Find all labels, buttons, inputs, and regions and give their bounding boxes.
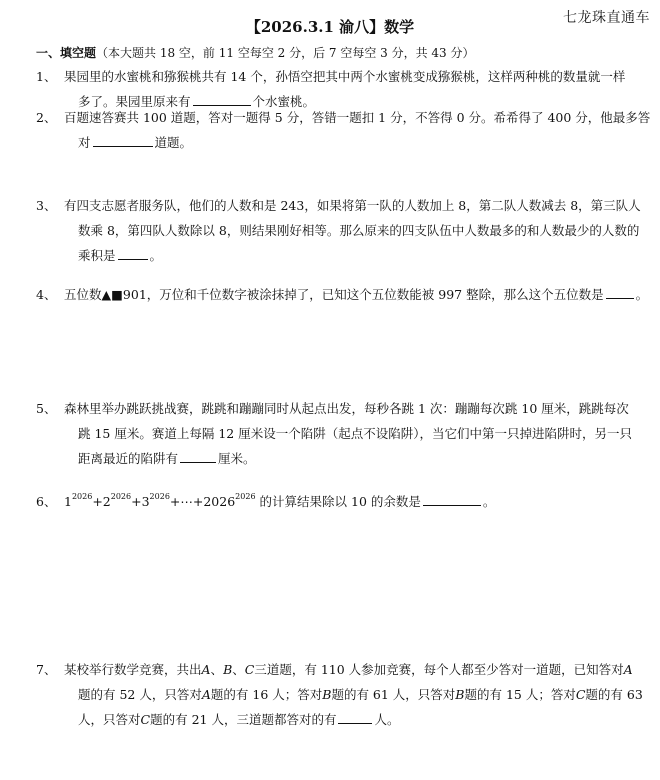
- variable-b: B: [322, 687, 332, 702]
- question-text: 对: [78, 135, 91, 150]
- question-text: 题的有 21 人，三道题都答对的有: [150, 712, 337, 727]
- question-text: 。: [482, 494, 496, 509]
- section-header: [36, 44, 475, 61]
- variable-b: B: [223, 662, 233, 677]
- question-text: 个水蜜桃。: [252, 94, 316, 109]
- question-text: 的计算结果除以 10 的余数是: [259, 494, 421, 509]
- section-note: （本大题共 18 空，前 11 空每空 2 分，后 7 空每空 3 分，共 43 分）: [96, 46, 475, 60]
- exponent: 2026: [110, 492, 132, 501]
- exponent: 2026: [71, 492, 93, 501]
- question-text: 道题。: [154, 135, 193, 150]
- question-number: 1、: [36, 69, 57, 84]
- answer-blank[interactable]: [93, 132, 153, 147]
- variable-a: A: [623, 662, 633, 677]
- variable-c: C: [575, 687, 586, 702]
- question-text: 题的有 52 人，只答对: [78, 687, 202, 702]
- question-7: [36, 657, 643, 732]
- question-text: 某校举行数学竞赛，共出: [64, 662, 202, 677]
- question-text: 题的有 16 人；答对: [210, 687, 323, 702]
- answer-blank[interactable]: [180, 448, 216, 463]
- answer-blank[interactable]: [338, 709, 372, 724]
- variable-c: C: [140, 712, 151, 727]
- question-text: 。: [635, 287, 649, 302]
- variable-c: C: [244, 662, 255, 677]
- question-text: 百题速答赛共 100 道题，答对一题得 5 分，答错一题扣 1 分，不答得 0 分。希希得了 400 分，他最多答: [64, 110, 651, 125]
- question-text: 果园里的水蜜桃和猕猴桃共有 14 个，孙悟空把其中两个水蜜桃变成猕猴桃，这样两种桃的数量就一样: [64, 69, 626, 84]
- power-term: 1: [64, 494, 72, 509]
- power-term: +2: [92, 494, 111, 509]
- variable-b: B: [455, 687, 465, 702]
- question-text: 有四支志愿者服务队，他们的人数和是 243，如果将第一队的人数加上 8，第二队人数减去 8，第三队人: [64, 198, 641, 213]
- question-number: 7、: [36, 662, 57, 677]
- question-6: [36, 484, 626, 514]
- question-text: 乘积是: [78, 248, 116, 263]
- question-3: [36, 193, 641, 268]
- power-term: +3: [131, 494, 150, 509]
- question-text: 人。: [374, 712, 400, 727]
- question-number: 4、: [36, 287, 57, 302]
- question-text: 。: [149, 248, 163, 263]
- variable-a: A: [201, 662, 211, 677]
- question-number: 3、: [36, 198, 57, 213]
- answer-blank[interactable]: [193, 91, 251, 106]
- question-text: 五位数▲■901，万位和千位数字被涂抹掉了，已知这个五位数能被 997 整除，那么这个五位数是: [64, 287, 604, 302]
- question-text: 题的有 15 人；答对: [464, 687, 576, 702]
- power-term: +⋯+2026: [169, 494, 236, 509]
- question-text: 人，只答对: [78, 712, 141, 727]
- section-heading: 一、填空题: [36, 46, 97, 60]
- answer-blank[interactable]: [606, 284, 634, 299]
- question-text: 题的有 61 人，只答对: [331, 687, 456, 702]
- exponent: 2026: [235, 492, 256, 501]
- question-text: 厘米。: [218, 451, 256, 466]
- question-text: 跳 15 厘米。赛道上每隔 12 厘米设一个陷阱（起点不设陷阱），当它们中第一只掉进陷阱时，另一只: [78, 426, 632, 441]
- question-text: 数乘 8，第四队人数除以 8，则结果刚好相等。那么原来的四支队伍中人数最多的和人数最少的人数的: [78, 223, 640, 238]
- page-title: 【2026.3.1 渝八】数学: [245, 18, 415, 36]
- question-text: 距离最近的陷阱有: [78, 451, 179, 466]
- question-number: 6、: [36, 494, 57, 509]
- question-number: 2、: [36, 110, 57, 125]
- question-2: [36, 105, 651, 155]
- exponent: 2026: [149, 492, 170, 501]
- question-text: 三道题，有 110 人参加竞赛，每个人都至少答对一道题，已知答对: [254, 662, 624, 677]
- question-text: 森林里举办跳跃挑战赛，跳跳和蹦蹦同时从起点出发，每秒各跳 1 次：蹦蹦每次跳 10 厘米，跳跳每次: [64, 401, 629, 416]
- question-4: [36, 282, 649, 307]
- question-text: 、: [210, 662, 224, 677]
- variable-a: A: [201, 687, 211, 702]
- question-5: [36, 396, 632, 471]
- watermark: 七龙珠直通车: [563, 10, 650, 26]
- answer-blank[interactable]: [118, 245, 148, 260]
- question-text: 题的有 63: [585, 687, 643, 702]
- question-text: 、: [232, 662, 245, 677]
- answer-blank[interactable]: [423, 491, 481, 506]
- question-number: 5、: [36, 401, 57, 416]
- question-text: 多了。果园里原来有: [78, 94, 191, 109]
